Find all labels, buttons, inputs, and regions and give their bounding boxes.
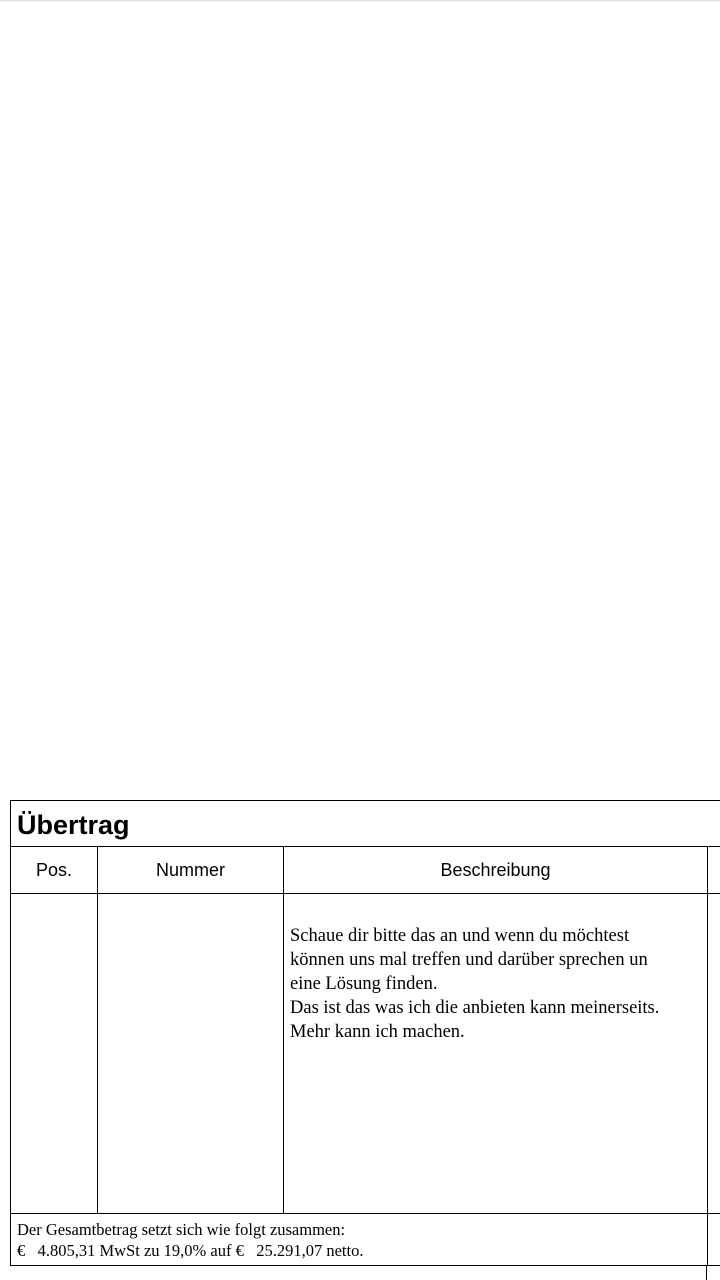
description-line: Das ist das was ich die anbieten kann meinerseits. bbox=[290, 998, 660, 1018]
section-header bbox=[10, 800, 720, 847]
section-title: Übertrag bbox=[17, 810, 130, 840]
page-top-edge bbox=[0, 0, 720, 2]
column-divider bbox=[706, 1266, 707, 1280]
description-line: eine Lösung finden. bbox=[290, 974, 438, 994]
description-line: können uns mal treffen und darüber sprechen un bbox=[290, 950, 648, 970]
description-line: Mehr kann ich machen. bbox=[290, 1022, 465, 1042]
total-summary bbox=[10, 1214, 720, 1266]
table-header-row bbox=[10, 847, 720, 894]
table-row bbox=[10, 894, 720, 1214]
column-header-nummer: Nummer bbox=[155, 859, 225, 880]
column-divider bbox=[283, 894, 284, 1213]
column-divider bbox=[97, 894, 98, 1213]
column-header-pos: Pos. bbox=[35, 859, 73, 880]
total-summary-text bbox=[17, 1219, 363, 1261]
description-line: Schaue dir bitte das an und wenn du möchtest bbox=[290, 926, 630, 946]
total-summary-line: Der Gesamtbetrag setzt sich wie folgt zusammen: bbox=[17, 1220, 346, 1239]
description-cell bbox=[290, 924, 710, 1044]
column-divider bbox=[707, 847, 708, 893]
column-header-beschreibung: Beschreibung bbox=[440, 859, 551, 880]
total-summary-amounts: € 4.805,31 MwSt zu 19,0% auf € 25.291,07 netto. bbox=[17, 1241, 364, 1260]
column-divider bbox=[707, 1214, 708, 1265]
document-section bbox=[10, 800, 720, 1280]
